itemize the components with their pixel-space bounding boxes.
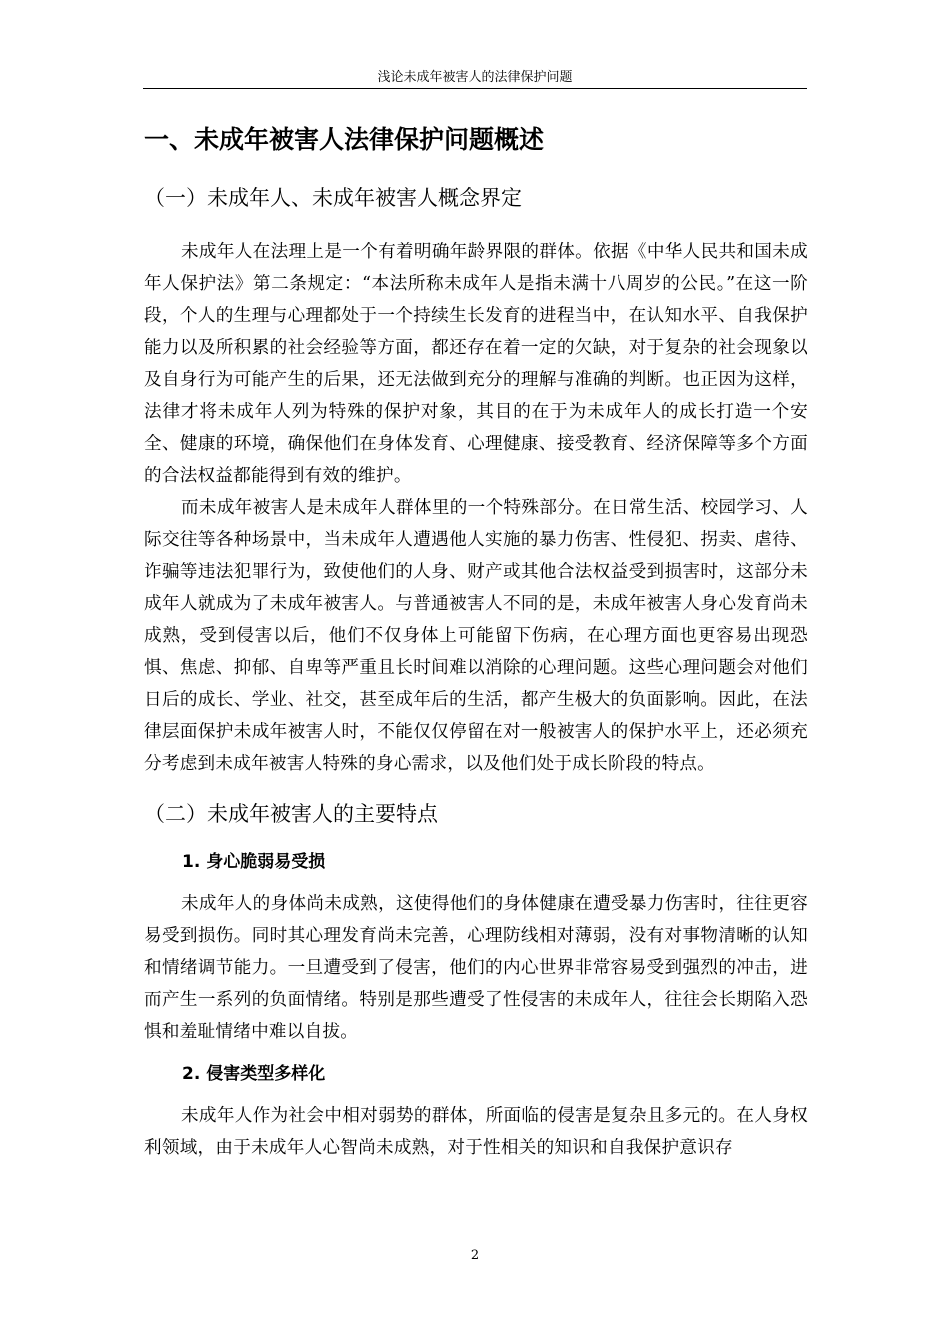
header-divider (143, 88, 807, 89)
item-heading-1: 1. 身心脆弱易受损 (182, 852, 326, 872)
subsection-heading-2: （二）未成年被害人的主要特点 (144, 802, 438, 826)
subsection-1-body (144, 236, 808, 780)
running-header: 浅论未成年被害人的法律保护问题 (377, 70, 573, 85)
paragraph: 未成年人的身体尚未成熟，这使得他们的身体健康在遭受暴力伤害时，往往更容易受到损伤。同时其心理发育尚未完善，心理防线相对薄弱，没有对事物清晰的认知和情绪调节能力。一旦遭受到了侵害，他们的内心世界非常容易受到强烈的冲击，进而产生一系列的负面情绪。特别是那些遭受了性侵害的未成年人，往往会长期陷入恐惧和羞耻情绪中难以自拔。 (144, 894, 808, 1042)
page-number: 2 (470, 1248, 480, 1263)
paragraph: 未成年人在法理上是一个有着明确年龄界限的群体。依据《中华人民共和国未成年人保护法》第二条规定：“本法所称未成年人是指未满十八周岁的公民。”在这一阶段，个人的生理与心理都处于一个持续生长发育的进程当中，在认知水平、自我保护能力以及所积累的社会经验等方面，都还存在着一定的欠缺，对于复杂的社会现象以及自身行为可能产生的后果，还无法做到充分的理解与准确的判断。也正因为这样，法律才将未成年人列为特殊的保护对象，其目的在于为未成年人的成长打造一个安全、健康的环境，确保他们在身体发育、心理健康、接受教育、经济保障等多个方面的合法权益都能得到有效的维护。 (144, 242, 808, 486)
item-heading-2: 2. 侵害类型多样化 (182, 1064, 326, 1084)
paragraph: 而未成年被害人是未成年人群体里的一个特殊部分。在日常生活、校园学习、人际交往等各种场景中，当未成年人遭遇他人实施的暴力伤害、性侵犯、拐卖、虐待、诈骗等违法犯罪行为，致使他们的人身、财产或其他合法权益受到损害时，这部分未成年人就成为了未成年被害人。与普通被害人不同的是，未成年被害人身心发育尚未成熟，受到侵害以后，他们不仅身体上可能留下伤病，在心理方面也更容易出现恐惧、焦虑、抑郁、自卑等严重且长时间难以消除的心理问题。这些心理问题会对他们日后的成长、学业、社交，甚至成年后的生活，都产生极大的负面影响。因此，在法律层面保护未成年被害人时，不能仅仅停留在对一般被害人的保护水平上，还必须充分考虑到未成年被害人特殊的身心需求，以及他们处于成长阶段的特点。 (144, 498, 808, 774)
section-heading-1: 一、未成年被害人法律保护问题概述 (144, 125, 545, 154)
subsection-heading-1: （一）未成年人、未成年被害人概念界定 (144, 186, 522, 210)
paragraph: 未成年人作为社会中相对弱势的群体，所面临的侵害是复杂且多元的。在人身权利领域，由于未成年人心智尚未成熟，对于性相关的知识和自我保护意识存 (144, 1106, 808, 1158)
page-content (144, 120, 808, 1164)
